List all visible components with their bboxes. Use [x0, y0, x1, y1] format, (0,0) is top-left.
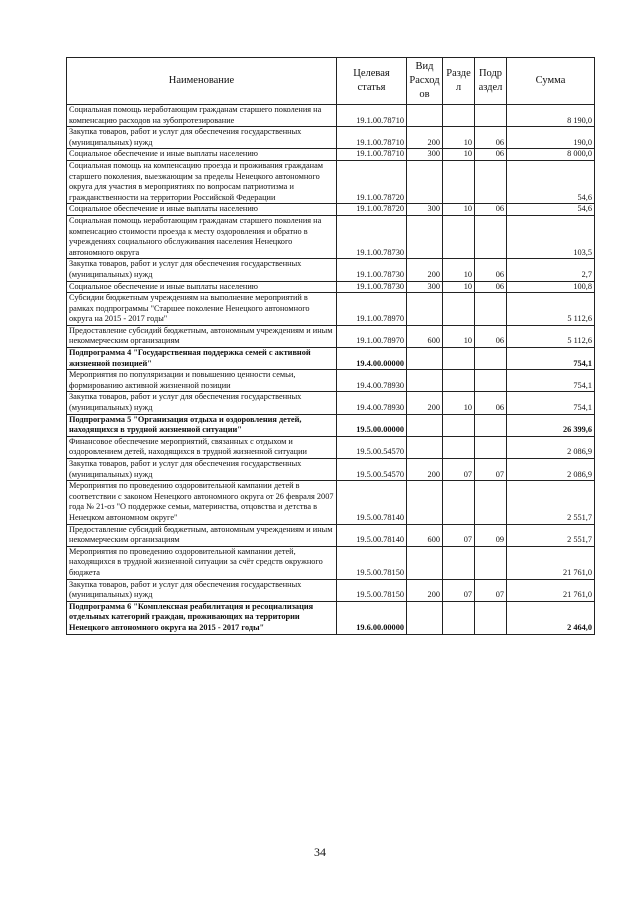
- cell-section: [443, 546, 475, 579]
- header-target: Целевая статья: [337, 58, 407, 105]
- cell-subsection: 06: [475, 325, 507, 347]
- cell-type: [407, 481, 443, 524]
- cell-type: [407, 348, 443, 370]
- cell-sum: 54,6: [507, 160, 595, 203]
- cell-name: Мероприятия по проведению оздоровительной кампании детей, находящихся в трудной жизненной ситуации за счёт средств окружного бюджета: [67, 546, 337, 579]
- cell-subsection: 06: [475, 204, 507, 216]
- cell-sum: 2 086,9: [507, 436, 595, 458]
- cell-type: 200: [407, 259, 443, 281]
- cell-sum: 754,1: [507, 348, 595, 370]
- budget-table: [66, 57, 595, 635]
- cell-subsection: [475, 348, 507, 370]
- cell-subsection: 07: [475, 579, 507, 601]
- cell-type: 200: [407, 579, 443, 601]
- cell-target: 19.1.00.78730: [337, 259, 407, 281]
- cell-type: [407, 160, 443, 203]
- header-name: Наименование: [67, 58, 337, 105]
- cell-section: [443, 414, 475, 436]
- cell-section: [443, 436, 475, 458]
- cell-section: 10: [443, 127, 475, 149]
- header-type: Вид Расход ов: [407, 58, 443, 105]
- table-body: [67, 105, 595, 635]
- cell-subsection: 06: [475, 149, 507, 161]
- table-row: [67, 370, 595, 392]
- cell-target: 19.1.00.78710: [337, 127, 407, 149]
- table-row: [67, 281, 595, 293]
- cell-sum: 26 399,6: [507, 414, 595, 436]
- cell-subsection: [475, 546, 507, 579]
- header-sum: Сумма: [507, 58, 595, 105]
- cell-type: [407, 601, 443, 634]
- table-row: [67, 481, 595, 524]
- cell-name: Подпрограмма 5 "Организация отдыха и оздоровления детей, находящихся в трудной жизненной ситуации": [67, 414, 337, 436]
- cell-name: Мероприятия по проведению оздоровительной кампании детей в соответствии с законом Ненецкого автономного округа от 26 февраля 2007 года № 21-оз "О поддержке семьи, материнства, отцовства и детства в Ненецком автономном округе": [67, 481, 337, 524]
- cell-section: 07: [443, 579, 475, 601]
- cell-sum: 8 190,0: [507, 105, 595, 127]
- cell-name: Предоставление субсидий бюджетным, автономным учреждениям и иным некоммерческим организациям: [67, 325, 337, 347]
- cell-sum: 2,7: [507, 259, 595, 281]
- cell-section: [443, 293, 475, 326]
- cell-sum: 5 112,6: [507, 293, 595, 326]
- table-row: [67, 348, 595, 370]
- cell-type: [407, 370, 443, 392]
- cell-target: 19.4.00.78930: [337, 370, 407, 392]
- cell-name: Социальное обеспечение и иные выплаты населению: [67, 281, 337, 293]
- cell-name: Социальная помощь неработающим гражданам старшего поколения на компенсацию стоимости проезда к месту оздоровления и обратно в учреждениях социального обслуживания населения Ненецкого автономного округа: [67, 215, 337, 258]
- cell-subsection: [475, 215, 507, 258]
- cell-type: 300: [407, 149, 443, 161]
- cell-name: Подпрограмма 4 "Государственная поддержка семей с активной жизненной позицией": [67, 348, 337, 370]
- cell-type: [407, 546, 443, 579]
- cell-section: 10: [443, 259, 475, 281]
- cell-section: 10: [443, 204, 475, 216]
- cell-target: 19.5.00.54570: [337, 459, 407, 481]
- cell-type: [407, 215, 443, 258]
- cell-subsection: 06: [475, 127, 507, 149]
- cell-target: 19.1.00.78710: [337, 149, 407, 161]
- cell-section: [443, 481, 475, 524]
- cell-target: 19.5.00.78150: [337, 546, 407, 579]
- cell-name: Мероприятия по популяризации и повышению ценности семьи, формированию активной жизненной позиции: [67, 370, 337, 392]
- cell-sum: 754,1: [507, 370, 595, 392]
- cell-name: Закупка товаров, работ и услуг для обеспечения государственных (муниципальных) нужд: [67, 259, 337, 281]
- cell-target: 19.1.00.78720: [337, 160, 407, 203]
- cell-subsection: 06: [475, 259, 507, 281]
- cell-section: 10: [443, 325, 475, 347]
- cell-subsection: 06: [475, 281, 507, 293]
- cell-section: [443, 160, 475, 203]
- table-row: [67, 436, 595, 458]
- cell-type: [407, 436, 443, 458]
- cell-target: 19.6.00.00000: [337, 601, 407, 634]
- cell-sum: 2 551,7: [507, 524, 595, 546]
- header-section: Разде л: [443, 58, 475, 105]
- cell-type: 600: [407, 325, 443, 347]
- cell-section: 10: [443, 281, 475, 293]
- cell-sum: 5 112,6: [507, 325, 595, 347]
- cell-sum: 2 464,0: [507, 601, 595, 634]
- table-row: [67, 215, 595, 258]
- cell-name: Социальная помощь неработающим гражданам старшего поколения на компенсацию расходов на зубопротезирование: [67, 105, 337, 127]
- cell-section: [443, 370, 475, 392]
- table-row: [67, 149, 595, 161]
- table-header-row: [67, 58, 595, 105]
- cell-subsection: [475, 436, 507, 458]
- cell-subsection: [475, 414, 507, 436]
- cell-subsection: 09: [475, 524, 507, 546]
- table-row: [67, 601, 595, 634]
- cell-target: 19.4.00.00000: [337, 348, 407, 370]
- cell-name: Субсидии бюджетным учреждениям на выполнение мероприятий в рамках подпрограммы "Старшее поколение Ненецкого автономного округа на 2015 - 2017 годы": [67, 293, 337, 326]
- table-row: [67, 392, 595, 414]
- header-subsection: Подр аздел: [475, 58, 507, 105]
- cell-target: 19.5.00.00000: [337, 414, 407, 436]
- cell-subsection: [475, 481, 507, 524]
- cell-name: Закупка товаров, работ и услуг для обеспечения государственных (муниципальных) нужд: [67, 579, 337, 601]
- cell-sum: 103,5: [507, 215, 595, 258]
- cell-name: Социальная помощь на компенсацию проезда и проживания гражданам старшего поколения, выезжающим за пределы Ненецкого автономного округа для участия в мероприятиях по вопросам патриотизма и гражданственности на территории Российской Федерации: [67, 160, 337, 203]
- cell-sum: 2 551,7: [507, 481, 595, 524]
- table-row: [67, 293, 595, 326]
- table-row: [67, 127, 595, 149]
- cell-subsection: [475, 370, 507, 392]
- cell-sum: 8 000,0: [507, 149, 595, 161]
- cell-target: 19.1.00.78720: [337, 204, 407, 216]
- cell-name: Социальное обеспечение и иные выплаты населению: [67, 149, 337, 161]
- cell-sum: 190,0: [507, 127, 595, 149]
- cell-target: 19.1.00.78970: [337, 293, 407, 326]
- table-row: [67, 325, 595, 347]
- cell-section: 07: [443, 524, 475, 546]
- cell-type: [407, 105, 443, 127]
- table-row: [67, 259, 595, 281]
- cell-section: 10: [443, 149, 475, 161]
- cell-subsection: [475, 601, 507, 634]
- cell-type: 300: [407, 281, 443, 293]
- cell-type: 200: [407, 127, 443, 149]
- cell-subsection: [475, 105, 507, 127]
- cell-subsection: 06: [475, 392, 507, 414]
- cell-sum: 21 761,0: [507, 546, 595, 579]
- table-row: [67, 105, 595, 127]
- table-row: [67, 546, 595, 579]
- page-number: 34: [314, 845, 326, 859]
- cell-section: [443, 601, 475, 634]
- cell-type: 200: [407, 392, 443, 414]
- cell-target: 19.5.00.78140: [337, 524, 407, 546]
- cell-section: [443, 215, 475, 258]
- cell-subsection: [475, 160, 507, 203]
- cell-name: Закупка товаров, работ и услуг для обеспечения государственных (муниципальных) нужд: [67, 392, 337, 414]
- table-row: [67, 579, 595, 601]
- table-row: [67, 414, 595, 436]
- cell-type: 600: [407, 524, 443, 546]
- cell-target: 19.1.00.78730: [337, 215, 407, 258]
- cell-subsection: [475, 293, 507, 326]
- table-row: [67, 459, 595, 481]
- cell-sum: 100,8: [507, 281, 595, 293]
- cell-target: 19.5.00.78150: [337, 579, 407, 601]
- cell-name: Закупка товаров, работ и услуг для обеспечения государственных (муниципальных) нужд: [67, 459, 337, 481]
- cell-target: 19.1.00.78710: [337, 105, 407, 127]
- cell-subsection: 07: [475, 459, 507, 481]
- cell-sum: 54,6: [507, 204, 595, 216]
- cell-type: 200: [407, 459, 443, 481]
- cell-name: Финансовое обеспечение мероприятий, связанных с отдыхом и оздоровлением детей, находящихся в трудной жизненной ситуации: [67, 436, 337, 458]
- table-row: [67, 204, 595, 216]
- cell-name: Закупка товаров, работ и услуг для обеспечения государственных (муниципальных) нужд: [67, 127, 337, 149]
- cell-section: 10: [443, 392, 475, 414]
- cell-target: 19.4.00.78930: [337, 392, 407, 414]
- cell-section: [443, 105, 475, 127]
- cell-target: 19.5.00.54570: [337, 436, 407, 458]
- cell-sum: 754,1: [507, 392, 595, 414]
- cell-target: 19.5.00.78140: [337, 481, 407, 524]
- table-row: [67, 524, 595, 546]
- cell-sum: 2 086,9: [507, 459, 595, 481]
- cell-type: [407, 414, 443, 436]
- cell-target: 19.1.00.78730: [337, 281, 407, 293]
- cell-name: Предоставление субсидий бюджетным, автономным учреждениям и иным некоммерческим организациям: [67, 524, 337, 546]
- cell-type: [407, 293, 443, 326]
- cell-section: 07: [443, 459, 475, 481]
- cell-section: [443, 348, 475, 370]
- cell-target: 19.1.00.78970: [337, 325, 407, 347]
- cell-name: Подпрограмма 6 "Комплексная реабилитация и ресоциализация отдельных категорий граждан, проживающих на территории Ненецкого автономного округа на 2015 - 2017 годы": [67, 601, 337, 634]
- cell-name: Социальное обеспечение и иные выплаты населению: [67, 204, 337, 216]
- table-row: [67, 160, 595, 203]
- cell-type: 300: [407, 204, 443, 216]
- cell-sum: 21 761,0: [507, 579, 595, 601]
